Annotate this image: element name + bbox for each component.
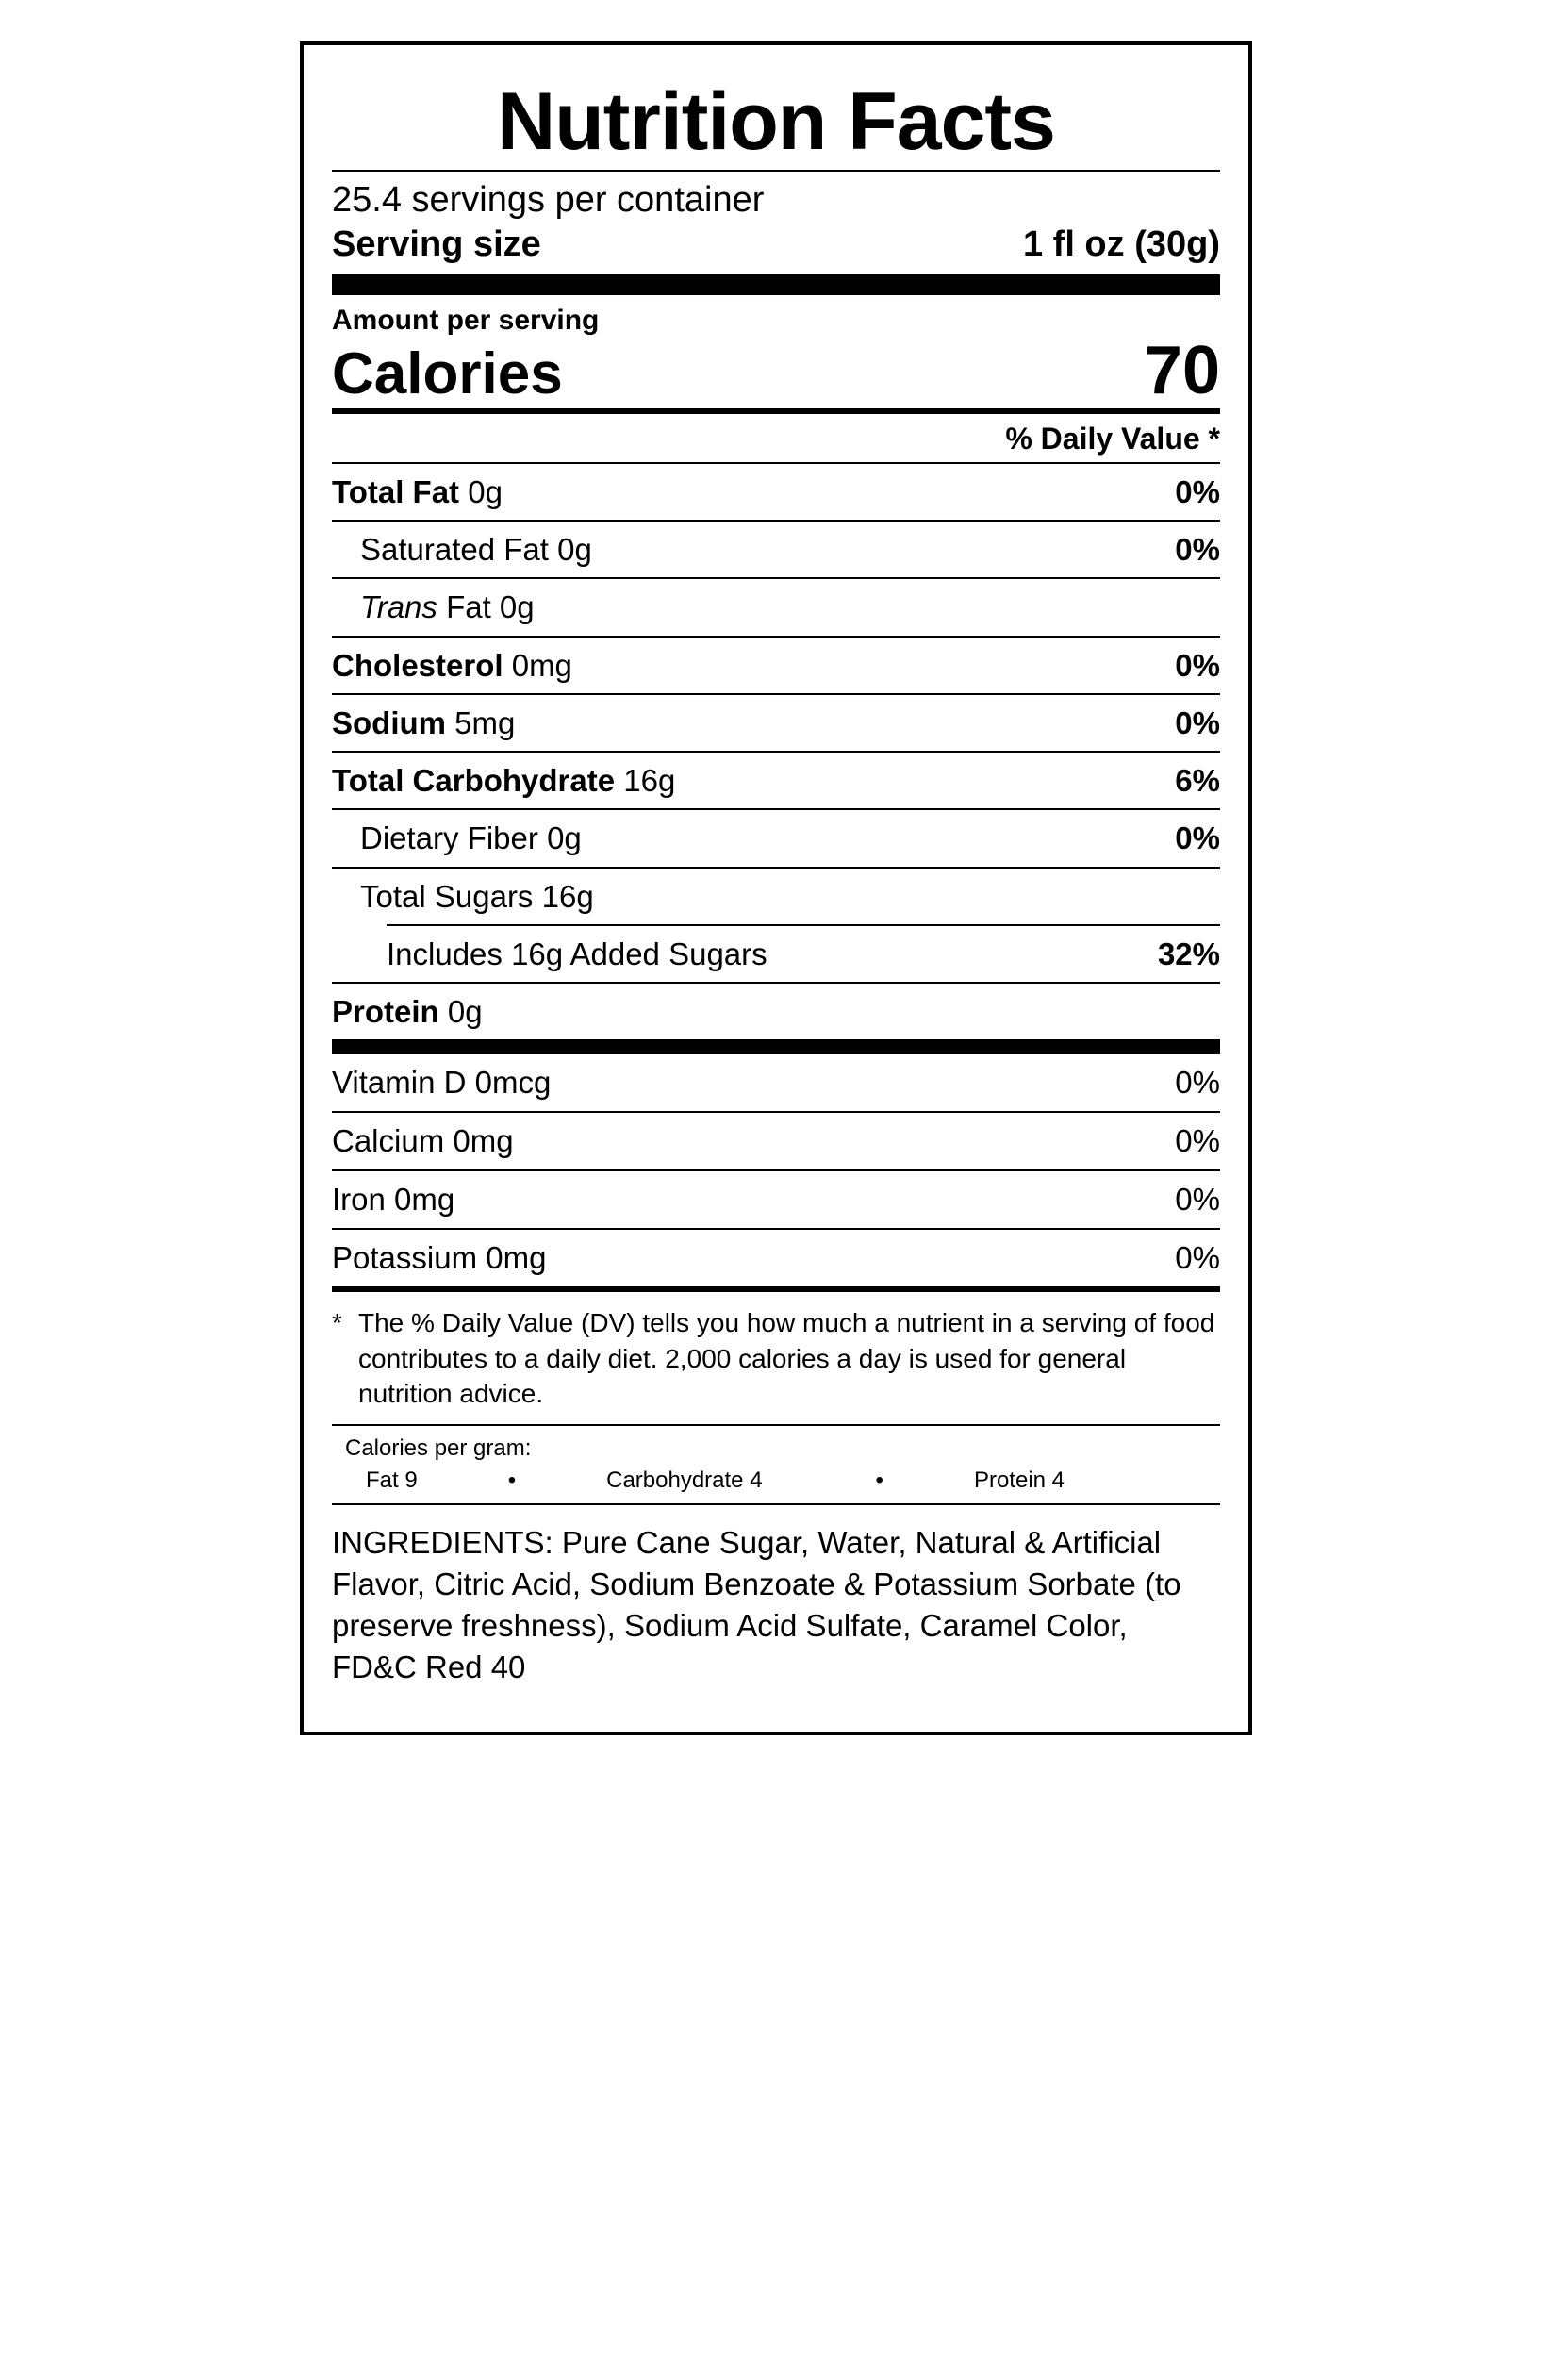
row-saturated-fat-value: 0g: [557, 532, 592, 568]
row-saturated-fat-name: [360, 530, 592, 569]
row-sodium: [332, 693, 1220, 751]
row-iron-pct: 0%: [1175, 1182, 1220, 1218]
row-sodium-label: Sodium: [332, 705, 446, 740]
row-total-fat: [332, 462, 1220, 520]
row-calcium-pct: 0%: [1175, 1123, 1220, 1159]
servings-per-container: 25.4 servings per container: [332, 180, 765, 221]
row-cholesterol-name: [332, 646, 572, 685]
cpg-dot-2: •: [875, 1467, 883, 1494]
panel-title: Nutrition Facts: [497, 76, 1055, 167]
row-trans-fat-value: Fat 0g: [446, 589, 535, 625]
serving-size-label: Serving size: [332, 224, 541, 264]
row-total-sugars: [332, 867, 1220, 924]
daily-value-header: % Daily Value *: [1005, 421, 1220, 456]
row-calcium-label: Calcium 0mg: [332, 1123, 514, 1159]
row-vitamin-d-label: Vitamin D 0mcg: [332, 1065, 552, 1101]
row-total-carbohydrate: [332, 751, 1220, 808]
footnote-text: The % Daily Value (DV) tells you how much a nutrient in a serving of food contributes to a daily diet. 2,000 calories a day is used for general nutrition advice.: [358, 1308, 1215, 1408]
row-cholesterol-pct: 0%: [1175, 647, 1220, 683]
row-saturated-fat-pct: 0%: [1175, 532, 1220, 568]
row-saturated-fat-label: Saturated Fat: [360, 532, 549, 568]
row-trans-fat-name: [360, 588, 535, 626]
row-iron-label: Iron 0mg: [332, 1182, 455, 1218]
row-sodium-name: [332, 704, 515, 742]
divider-thick-2: [332, 1039, 1220, 1054]
row-dietary-fiber-label: Dietary Fiber: [360, 821, 538, 856]
cpg-fat: Fat 9: [366, 1467, 418, 1494]
row-added-sugars: [332, 926, 1220, 982]
row-total-sugars-label: Total Sugars: [360, 878, 534, 914]
cpg-protein: Protein 4: [973, 1467, 1065, 1494]
row-trans-fat: [332, 577, 1220, 635]
footnote-star: *: [332, 1308, 342, 1338]
row-calcium: [332, 1111, 1220, 1169]
row-total-fat-value: 0g: [468, 473, 503, 509]
row-total-carbohydrate-label: Total Carbohydrate: [332, 763, 616, 799]
row-protein-value: 0g: [447, 994, 483, 1030]
row-total-sugars-value: 16g: [541, 878, 594, 914]
row-vitamin-d-pct: 0%: [1175, 1065, 1220, 1101]
row-sodium-value: 5mg: [454, 705, 516, 740]
row-sodium-pct: 0%: [1175, 705, 1220, 740]
row-protein-label: Protein: [332, 994, 439, 1030]
calories-per-gram-label: Calories per gram:: [345, 1435, 532, 1462]
nutrition-facts-panel: [300, 41, 1252, 1735]
calories-value: 70: [1144, 332, 1220, 408]
divider-thick-1: [332, 274, 1220, 295]
row-cholesterol: [332, 636, 1220, 693]
row-potassium-pct: 0%: [1175, 1240, 1220, 1276]
row-cholesterol-label: Cholesterol: [332, 647, 503, 683]
row-total-fat-pct: 0%: [1175, 473, 1220, 509]
row-protein: [332, 982, 1220, 1039]
row-potassium: [332, 1228, 1220, 1286]
calories-row: [332, 332, 1220, 408]
daily-value-footnote: [332, 1292, 1220, 1424]
row-vitamin-d: [332, 1054, 1220, 1111]
row-dietary-fiber-value: 0g: [547, 821, 582, 856]
calories-per-gram-values: [345, 1462, 1220, 1494]
cpg-carbohydrate: Carbohydrate 4: [606, 1467, 763, 1494]
row-potassium-label: Potassium 0mg: [332, 1240, 547, 1276]
row-total-fat-name: [332, 472, 503, 511]
cpg-dot-1: •: [507, 1467, 517, 1494]
row-dietary-fiber-pct: 0%: [1175, 821, 1220, 856]
row-total-carbohydrate-pct: 6%: [1175, 763, 1220, 799]
row-iron: [332, 1169, 1220, 1228]
serving-size-value: 1 fl oz (30g): [1022, 224, 1220, 264]
calories-per-gram-block: [332, 1424, 1220, 1503]
row-total-fat-label: Total Fat: [332, 473, 460, 509]
row-total-carbohydrate-name: [332, 761, 675, 800]
row-protein-name: [332, 992, 483, 1031]
ingredients-text: INGREDIENTS: Pure Cane Sugar, Water, Natural & Artificial Flavor, Citric Acid, Sodium Benzoate & Potassium Sorbate (to preserve freshness), Sodium Acid Sulfate, Caramel Color, FD&C Red 40: [332, 1503, 1220, 1694]
row-dietary-fiber: [332, 808, 1220, 866]
calories-label: Calories: [332, 340, 563, 406]
row-added-sugars-label: Includes 16g Added Sugars: [387, 936, 767, 971]
amount-per-serving-label: Amount per serving: [332, 304, 600, 336]
row-total-sugars-name: [360, 877, 594, 916]
serving-size-row: [332, 224, 1220, 274]
row-total-carbohydrate-value: 16g: [623, 763, 676, 799]
row-trans-fat-label: Trans: [360, 589, 437, 625]
row-saturated-fat: [332, 520, 1220, 577]
row-cholesterol-value: 0mg: [511, 647, 572, 683]
row-added-sugars-pct: 32%: [1157, 936, 1220, 971]
row-dietary-fiber-name: [360, 819, 582, 857]
